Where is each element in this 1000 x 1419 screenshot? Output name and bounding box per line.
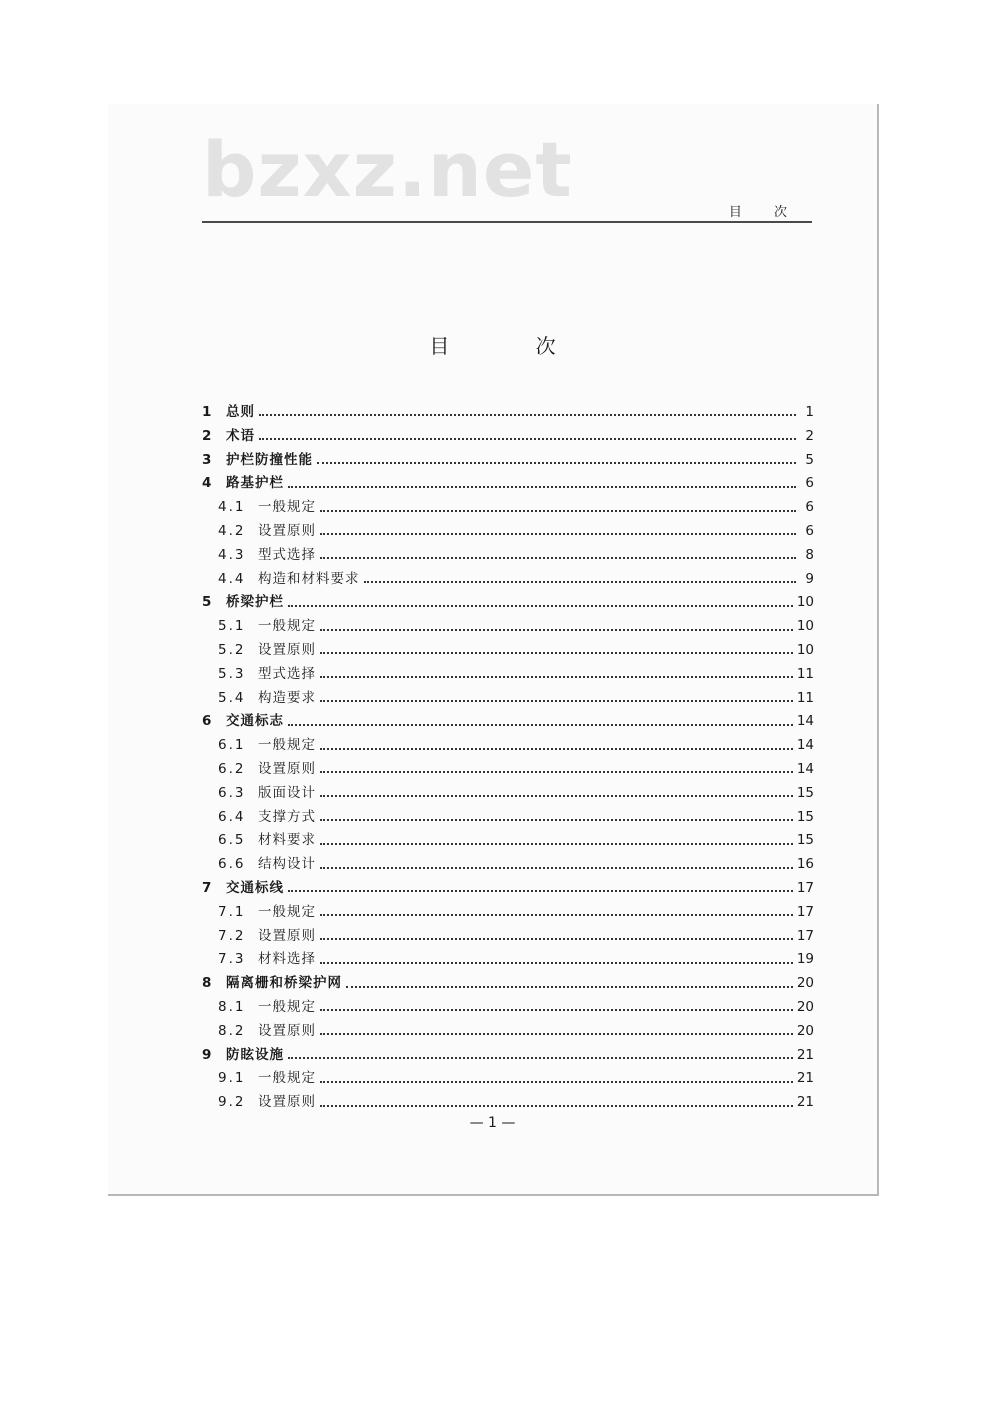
toc-entry[interactable] <box>202 806 814 830</box>
toc-dot-leader <box>320 556 796 559</box>
toc-entry-number: 7.3 <box>218 951 246 968</box>
toc-entry-page: 21 <box>796 1094 814 1111</box>
toc-entry-page: 17 <box>796 903 814 920</box>
toc-entry-number: 4.3 <box>218 546 246 563</box>
toc-entry-page: 20 <box>796 998 814 1015</box>
toc-entry-number: 9.2 <box>218 1094 246 1111</box>
toc-dot-leader <box>320 532 796 535</box>
toc-dot-leader <box>259 437 796 440</box>
toc-entry-page: 2 <box>805 427 814 444</box>
toc-entry[interactable] <box>202 520 814 544</box>
toc-entry[interactable] <box>202 996 814 1020</box>
toc-entry-number: 5.1 <box>218 618 246 635</box>
toc-dot-leader <box>320 1032 793 1035</box>
toc-entry-page: 11 <box>796 689 814 706</box>
toc-entry-label: 设置原则 <box>258 1022 316 1039</box>
toc-entry-number: 8.2 <box>218 1022 246 1039</box>
toc-entry[interactable] <box>202 1020 814 1044</box>
toc-entry-number: 8 <box>202 975 212 992</box>
toc-dot-leader <box>320 913 793 916</box>
toc-entry-label: 护栏防撞性能 <box>226 451 313 468</box>
toc-dot-leader <box>320 699 793 702</box>
toc-entry[interactable] <box>202 544 814 568</box>
toc-entry-page: 14 <box>796 760 814 777</box>
page-title: 目 次 <box>429 334 596 358</box>
toc-dot-leader <box>320 818 793 821</box>
toc-entry-label: 一般规定 <box>258 737 316 754</box>
toc-entry[interactable] <box>202 710 814 734</box>
toc-entry-page: 17 <box>796 927 814 944</box>
toc-entry-page: 17 <box>796 879 814 896</box>
toc-entry-number: 6.2 <box>218 760 246 777</box>
toc-entry-label: 术语 <box>226 427 255 444</box>
toc-entry-label: 型式选择 <box>258 665 316 682</box>
toc-entry-label: 一般规定 <box>258 1070 316 1087</box>
toc-entry[interactable] <box>202 758 814 782</box>
toc-entry-label: 版面设计 <box>258 784 316 801</box>
toc-entry-page: 19 <box>796 951 814 968</box>
toc-entry-number: 6 <box>202 713 212 730</box>
toc-entry-label: 材料要求 <box>258 832 316 849</box>
toc-entry[interactable] <box>202 472 814 496</box>
toc-entry-number: 1 <box>202 404 212 420</box>
toc-entry-number: 5.2 <box>218 641 246 658</box>
toc-entry[interactable] <box>202 782 814 806</box>
toc-entry-label: 设置原则 <box>258 522 316 539</box>
toc-entry-number: 6.3 <box>218 784 246 801</box>
toc-entry-number: 4.1 <box>218 499 246 516</box>
toc-entry[interactable] <box>202 829 814 853</box>
toc-entry[interactable] <box>202 734 814 758</box>
page-number: — 1 — <box>469 1115 516 1131</box>
toc-entry-page: 14 <box>796 737 814 754</box>
toc-dot-leader <box>320 747 793 750</box>
toc-entry-page: 10 <box>796 594 814 611</box>
toc-entry-number: 5 <box>202 594 212 611</box>
toc-dot-leader <box>320 509 796 512</box>
toc-entry-page: 6 <box>805 522 814 539</box>
toc-entry[interactable] <box>202 1044 814 1068</box>
toc-entry-number: 8.1 <box>218 998 246 1015</box>
toc-dot-leader <box>320 1008 793 1011</box>
toc-entry[interactable] <box>202 663 814 687</box>
toc-entry-number: 4.2 <box>218 522 246 539</box>
toc-entry-page: 9 <box>805 570 814 587</box>
header-rule <box>202 221 812 223</box>
toc-entry-label: 交通标志 <box>226 713 284 730</box>
toc-entry[interactable] <box>202 615 814 639</box>
toc-entry-page: 6 <box>805 475 814 492</box>
toc-entry[interactable] <box>202 853 814 877</box>
toc-dot-leader <box>320 1080 793 1083</box>
toc-entry[interactable] <box>202 568 814 592</box>
toc-dot-leader <box>320 628 793 631</box>
toc-dot-leader <box>259 413 796 416</box>
toc-entry-page: 8 <box>805 546 814 563</box>
toc-dot-leader <box>320 842 793 845</box>
toc-entry[interactable] <box>202 687 814 711</box>
toc-entry[interactable] <box>202 1067 814 1091</box>
toc-entry-label: 支撑方式 <box>258 808 316 825</box>
toc-dot-leader <box>288 485 796 488</box>
toc-entry-label: 一般规定 <box>258 499 316 516</box>
toc-entry-page: 14 <box>796 713 814 730</box>
toc-entry-number: 2 <box>202 427 212 444</box>
toc-entry-label: 设置原则 <box>258 760 316 777</box>
toc-entry-label: 设置原则 <box>258 1094 316 1111</box>
toc-dot-leader <box>288 1056 793 1059</box>
toc-entry-number: 3 <box>202 451 212 468</box>
toc-entry[interactable] <box>202 972 814 996</box>
toc-entry[interactable] <box>202 401 814 425</box>
toc-entry-page: 20 <box>796 1022 814 1039</box>
toc-dot-leader <box>320 675 793 678</box>
toc-entry-page: 15 <box>796 832 814 849</box>
toc-entry[interactable] <box>202 901 814 925</box>
running-header-title: 目 次 <box>728 205 801 220</box>
toc-entry[interactable] <box>202 591 814 615</box>
toc-entry-number: 5.4 <box>218 689 246 706</box>
toc-dot-leader <box>320 961 793 964</box>
toc-entry-label: 桥梁护栏 <box>226 594 284 611</box>
toc-entry-label: 构造和材料要求 <box>258 570 360 587</box>
toc-entry[interactable] <box>202 1091 814 1115</box>
toc-dot-leader <box>288 604 793 607</box>
toc-entry-page: 6 <box>805 499 814 516</box>
toc-entry[interactable] <box>202 639 814 663</box>
toc-dot-leader <box>288 889 793 892</box>
toc-entry-page: 11 <box>796 665 814 682</box>
toc-entry-page: 15 <box>796 808 814 825</box>
toc-entry-label: 材料选择 <box>258 951 316 968</box>
toc-entry-label: 结构设计 <box>258 856 316 873</box>
document-page <box>108 104 879 1196</box>
toc-entry-page: 21 <box>796 1070 814 1087</box>
toc-entry-number: 9 <box>202 1046 212 1063</box>
toc-entry-label: 总则 <box>226 404 255 420</box>
toc-entry-number: 7.1 <box>218 903 246 920</box>
watermark: bzxz.net <box>202 125 573 214</box>
toc-dot-leader <box>320 770 793 773</box>
toc-entry[interactable] <box>202 425 814 449</box>
toc-entry[interactable] <box>202 948 814 972</box>
toc-entry-number: 6.1 <box>218 737 246 754</box>
toc-entry-label: 交通标线 <box>226 879 284 896</box>
toc-dot-leader <box>320 794 793 797</box>
toc-entry[interactable] <box>202 496 814 520</box>
toc-entry-number: 6.5 <box>218 832 246 849</box>
toc-entry-page: 15 <box>796 784 814 801</box>
toc-dot-leader <box>317 461 796 464</box>
toc-entry-label: 路基护栏 <box>226 475 284 492</box>
toc-dot-leader <box>320 1104 793 1107</box>
toc-entry-label: 一般规定 <box>258 903 316 920</box>
toc-entry-label: 隔离栅和桥梁护网 <box>226 975 342 992</box>
toc-entry[interactable] <box>202 925 814 949</box>
toc-entry-number: 4 <box>202 475 212 492</box>
toc-entry-page: 1 <box>805 404 814 420</box>
toc-entry-label: 构造要求 <box>258 689 316 706</box>
toc-entry-label: 设置原则 <box>258 927 316 944</box>
toc-entry-number: 5.3 <box>218 665 246 682</box>
toc-entry-number: 9.1 <box>218 1070 246 1087</box>
toc-entry-number: 6.6 <box>218 856 246 873</box>
table-of-contents <box>202 401 814 1115</box>
toc-entry[interactable] <box>202 877 814 901</box>
toc-entry-label: 一般规定 <box>258 618 316 635</box>
toc-dot-leader <box>288 723 793 726</box>
toc-entry-number: 4.4 <box>218 570 246 587</box>
toc-dot-leader <box>320 651 793 654</box>
toc-entry-label: 设置原则 <box>258 641 316 658</box>
toc-entry-number: 7 <box>202 879 212 896</box>
toc-entry-number: 7.2 <box>218 927 246 944</box>
toc-entry-page: 10 <box>796 618 814 635</box>
toc-entry-label: 型式选择 <box>258 546 316 563</box>
toc-dot-leader <box>320 866 793 869</box>
toc-entry-label: 防眩设施 <box>226 1046 284 1063</box>
toc-entry-page: 10 <box>796 641 814 658</box>
toc-dot-leader <box>346 985 793 988</box>
toc-entry-label: 一般规定 <box>258 998 316 1015</box>
toc-entry-page: 21 <box>796 1046 814 1063</box>
toc-entry-page: 16 <box>796 856 814 873</box>
toc-dot-leader <box>320 937 793 940</box>
toc-entry-page: 5 <box>805 451 814 468</box>
toc-dot-leader <box>364 580 797 583</box>
toc-entry-page: 20 <box>796 975 814 992</box>
toc-entry-number: 6.4 <box>218 808 246 825</box>
toc-entry[interactable] <box>202 449 814 473</box>
